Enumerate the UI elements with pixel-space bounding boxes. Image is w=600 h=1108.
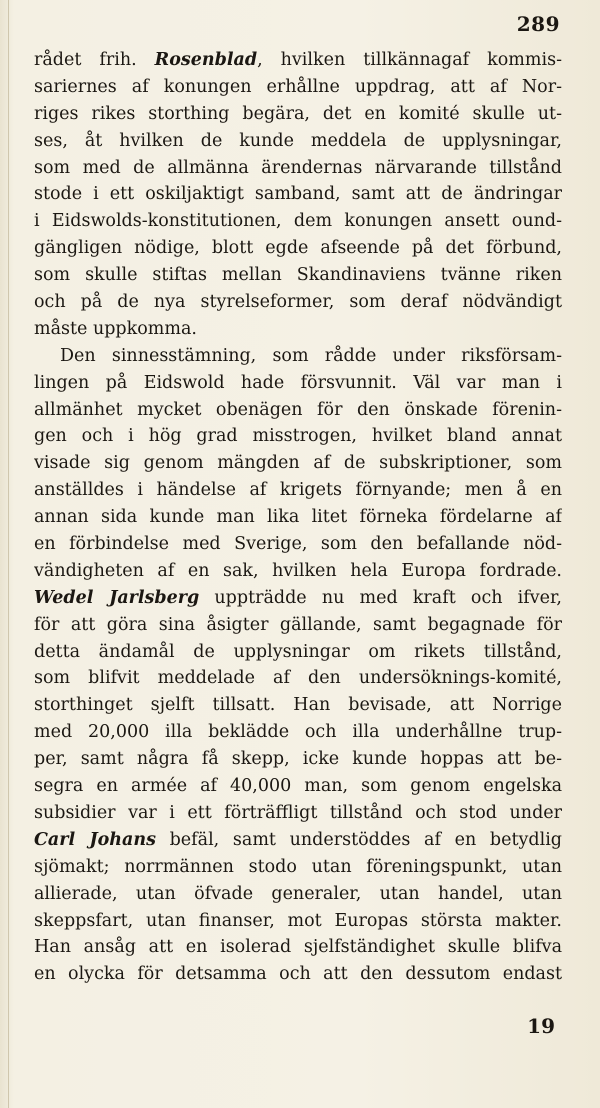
text-line [34,585,562,612]
text-run: subsidier var i ett förträffligt tillstånd och stod under [34,802,562,823]
text-line [34,450,562,477]
text-line [34,47,562,74]
text-run: sariernes af konungen erhållne uppdrag, att af Nor- [34,76,562,97]
text-run: Han ansåg att en isolerad sjelfständighet skulle blifva [34,937,562,958]
text-run: lingen på Eidswold hade försvunnit. Väl var man i [34,372,562,393]
signature-mark: 19 [527,1014,555,1038]
text-run: , hvilken tillkännagaf kommis- [257,50,562,70]
text-line [34,208,562,235]
text-line [34,665,562,692]
text-run: ses, åt hvilken de kunde meddela de upplysningar, [34,130,562,151]
text-line [34,934,562,961]
text-run: rådet frih. [34,50,155,70]
text-run: allierade, utan öfvade generaler, utan handel, utan [34,883,562,904]
text-run: per, samt några få skepp, icke kunde hoppas att be- [34,749,562,770]
text-line [34,262,562,289]
text-run: gen och i hög grad misstrogen, hvilket bland annat [34,426,562,447]
text-line [34,181,562,208]
text-line [34,827,562,854]
text-line [34,692,562,719]
text-line [34,235,562,262]
text-run: anställdes i händelse af krigets förnyande; men å en [34,480,562,501]
text-run: detta ändamål de upplysningar om rikets tillstånd, [34,641,562,662]
text-run: visade sig genom mängden af de subskriptioner, som [34,453,562,474]
text-run: Den sinnesstämning, som rådde under riksförsam- [60,345,562,366]
text-run: annan sida kunde man lika litet förneka fördelarne af [34,507,562,528]
text-run: segra en armée af 40,000 man, som genom engelska [34,776,562,797]
text-run: måste uppkomma. [34,318,197,339]
text-line [34,800,562,827]
text-line [34,612,562,639]
text-line [34,558,562,585]
person-name: Wedel Jarlsberg [34,587,200,608]
text-line [34,773,562,800]
person-name: Rosenblad [154,50,258,70]
text-run: befäl, samt understöddes af en betydlig [155,829,562,850]
text-run: sjömakt; norrmännen stodo utan föreningspunkt, utan [34,856,562,877]
text-line [34,639,562,666]
text-line [34,128,562,155]
person-name: Carl Johans [34,829,156,850]
text-run: storthinget sjelft tillsatt. Han bevisade, att Norrige [34,695,562,716]
text-run: för att göra sina åsigter gällande, samt begagnade för [34,614,562,635]
text-line [34,370,562,397]
text-line [34,101,562,128]
text-line [34,719,562,746]
text-run: stode i ett oskiljaktigt samband, samt att de ändringar [34,184,562,205]
text-run: i Eidswolds-konstitutionen, dem konungen ansett ound- [34,211,562,232]
text-line [34,477,562,504]
text-line [34,961,562,988]
text-run: som med de allmänna ärendernas närvarande tillstånd [34,157,562,178]
text-run: som blifvit meddelade af den undersöknings-komité, [34,668,562,689]
page-gutter-edge [8,0,9,1108]
text-line [34,316,562,343]
text-run: skeppsfart, utan finanser, mot Europas största makter. [34,910,562,931]
text-run: riges rikes storthing begära, det en komité skulle ut- [34,103,562,124]
text-run: gängligen nödige, blott egde afseende på det förbund, [34,238,562,259]
text-line [34,908,562,935]
text-line [34,423,562,450]
text-run: vändigheten af en sak, hvilken hela Europa fordrade. [34,560,562,581]
text-run: med 20,000 illa beklädde och illa underhållne trup- [34,722,562,743]
text-run: en förbindelse med Sverige, som den befallande nöd- [34,534,562,555]
text-line [34,854,562,881]
text-line [34,397,562,424]
text-run: och på de nya styrelseformer, som deraf nödvändigt [34,292,562,313]
text-run: uppträdde nu med kraft och ifver, [199,587,562,608]
text-line [34,155,562,182]
text-line [34,881,562,908]
text-run: som skulle stiftas mellan Skandinaviens tvänne riken [34,265,562,286]
text-line [34,289,562,316]
text-line [34,746,562,773]
text-line [34,531,562,558]
body-text [34,47,562,988]
text-line [34,343,562,370]
text-line [34,74,562,101]
text-run: en olycka för detsamma och att den dessutom endast [34,964,562,985]
text-line [34,504,562,531]
text-run: allmänhet mycket obenägen för den önskade förenin- [34,399,562,420]
page-number: 289 [516,12,560,36]
